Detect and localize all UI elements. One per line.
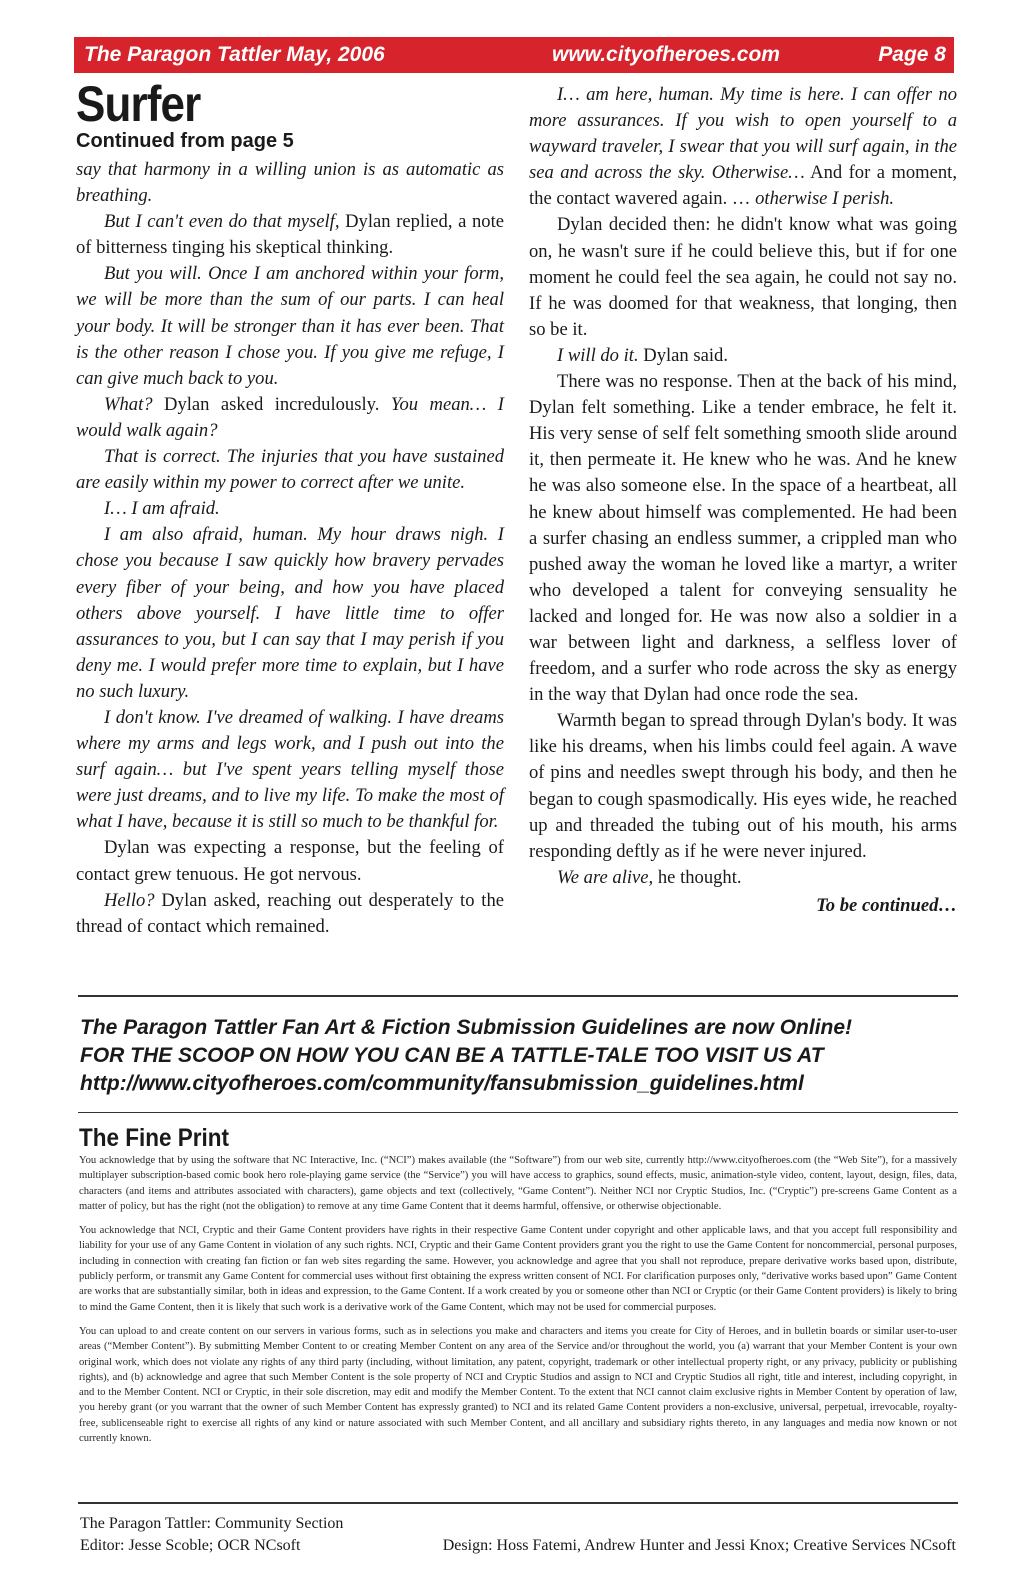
article-left-column	[76, 157, 504, 940]
paragraph: We are alive, he thought.	[557, 866, 742, 888]
divider	[78, 1502, 958, 1504]
paragraph: I… I am afraid.	[104, 498, 220, 520]
article-subtitle: Continued from page 5	[76, 130, 294, 152]
paragraph: Warmth began to spread through Dylan's body. It was like his dreams, when his limbs could feel again. A wave of pins and needles swept through his body, and then he began to cough spasmodically. His eyes wide, he reached up and threaded the tubing out of his mouth, his arms responding deftly as if he were never injured.	[529, 710, 957, 862]
fine-print-paragraph: You acknowledge that NCI, Cryptic and their Game Content providers have rights in their respective Game Content under copyright and other applicable laws, and that you accept full responsibility and liability for your use of any Game Content in violation of any such rights. NCI, Cryptic and their Game Content providers grant you the right to use the Game Content for noncommercial, personal purposes, including in connection with creating fan fiction or fan web sites regarding the same. However, you acknowledge and agree that you shall not reproduce, prepare derivative works based upon, distribute, publicly perform, or transmit any Game Content for commercial uses without first obtaining the express written consent of NCI. For clarification purposes only, “derivative works based upon” Game Content are works that are substantially similar, both in ideas and expression, to the Game Content. If a work created by you or someone other than NCI or Cryptic (or their Game Content providers) is likely to bring to mind the Game Content, then it is likely that such work is a derivative work of the Game Content, which may not be used for commercial purposes.	[79, 1225, 957, 1313]
fine-print-paragraph: You can upload to and create content on our servers in various forms, such as in selections you make and characters and items you create for City of Heroes, and in bulletin boards or similar user-to-user areas (“Member Content”). By submitting Member Content to or creating Member Content on any area of the Service and/or throughout the world, you (a) warrant that your Member Content is your own original work, which does not violate any rights of any third party (including, without limitation, any patent, copyright, trademark or other intellectual property right, or any privacy, publicity or publishing rights), and (b) acknowledge and agree that such Member Content is the sole property of NCI and Cryptic Studios and assign to NCI and Cryptic Studios all right, title and interest, including copyright, in and to the Member Content. NCI or Cryptic, in their sole discretion, may edit and modify the Member Content. To the extent that NCI cannot claim exclusive rights in Member Content by operation of law, you hereby grant (or you warrant that the owner of such Member Content has expressly granted) to NCI and its related Game Content providers a non-exclusive, universal, perpetual, irrevocable, royalty-free, sublicenseable right to exercise all rights of any kind or nature associated with such Member Content, and all ancillary and subsidiary rights thereto, in any languages and media now known or not currently known.	[79, 1325, 957, 1445]
footer-editor: Editor: Jesse Scoble; OCR NCsoft	[80, 1537, 301, 1554]
paragraph: Hello? Dylan asked, reaching out desperately to the thread of contact which remained.	[76, 889, 504, 937]
paragraph: What? Dylan asked incredulously. You mean… I would walk again?	[76, 393, 504, 441]
submission-announcement	[80, 1014, 970, 1098]
paragraph: I don't know. I've dreamed of walking. I have dreams where my arms and legs work, and I push out into the surf again… but I've spent years telling myself those were just dreams, and to live my life. To make the most of what I have, because it is still so much to be thankful for.	[76, 706, 504, 833]
fine-print-paragraph: You acknowledge that by using the software that NC Interactive, Inc. (“NCI”) makes available (the “Software”) from our web site, currently http://www.cityofheroes.com (the “Web Site”), for a massively multiplayer subscription-based comic book hero role-playing game service (the “Service”) you will have access to graphics, sound effects, music, animation-style video, content, layout, design, files, data, characters (and items and attributes associated with characters), game objects and text (collectively, “Game Content”). Neither NCI nor Cryptic Studios, Inc. (“Cryptic”) pre-screens Game Content as a matter of policy, but has the right (not the obligation) to remove at any time Game Content that it deems harmful, offensive, or otherwise objectionable.	[79, 1155, 957, 1212]
paragraph: I am also afraid, human. My hour draws nigh. I chose you because I saw quickly how bravery pervades every fiber of your being, and how you have placed others above yourself. I have little time to offer assurances to you, but I can say that I may perish if you deny me. I would prefer more time to explain, but I have no such luxury.	[76, 524, 504, 702]
paragraph: I will do it. Dylan said.	[557, 344, 728, 366]
header-bar	[74, 37, 954, 73]
paragraph: I… am here, human. My time is here. I can offer no more assurances. If you wish to open yourself to a wayward traveler, I swear that you will surf again, in the sea and across the sky. Otherwise… And for a moment, the contact wavered again. … otherwise I perish.	[529, 84, 957, 210]
fine-print-title: The Fine Print	[79, 1124, 230, 1152]
paragraph: Dylan decided then: he didn't know what was going on, he wasn't sure if he could believe this, but if for one moment he could feel the sea again, he could not say no. If he was doomed for that weakness, that longing, then so be it.	[529, 214, 957, 340]
paragraph: But you will. Once I am anchored within your form, we will be more than the sum of our parts. I can heal your body. It will be stronger than it has ever been. That is the other reason I chose you. If you give me refuge, I can give much back to you.	[76, 263, 504, 389]
page-number: Page 8	[878, 43, 946, 66]
footer-credits	[80, 1513, 343, 1557]
footer-section: The Paragon Tattler: Community Section	[80, 1515, 344, 1532]
paragraph: There was no response. Then at the back of his mind, Dylan felt something. Like a tender embrace, he felt it. His very sense of self felt something smooth slide around it, then permeate it. He knew who he was. And he knew he was also someone else. In the space of a heartbeat, all he knew about himself was complemented. He had been a surfer chasing an endless summer, a crippled man who pushed away the woman he loved like a martyr, a writer who developed a talent for conveying sensuality he lacked and longed for. He was now also a soldier in a war between light and darkness, a selfless lover of freedom, and a surfer who rode across the sky as energy in the way that Dylan had once rode the sea.	[529, 371, 957, 706]
header-website-link[interactable]: www.cityofheroes.com	[552, 43, 780, 66]
footer-design: Design: Hoss Fatemi, Andrew Hunter and Jessi Knox; Creative Services NCsoft	[442, 1537, 956, 1554]
article-right-column	[529, 82, 957, 919]
newsletter-title: The Paragon Tattler May, 2006	[84, 43, 385, 66]
article-title: Surfer	[76, 76, 201, 132]
announcement-line: FOR THE SCOOP ON HOW YOU CAN BE A TATTLE-TALE TOO VISIT US AT	[80, 1044, 824, 1067]
paragraph: Dylan was expecting a response, but the feeling of contact grew tenuous. He got nervous.	[76, 837, 504, 885]
submission-guidelines-link[interactable]: http://www.cityofheroes.com/community/fansubmission_guidelines.html	[80, 1072, 804, 1095]
paragraph: say that harmony in a willing union is as automatic as breathing.	[76, 159, 504, 207]
continued-note: To be continued…	[816, 894, 957, 916]
announcement-line: The Paragon Tattler Fan Art & Fiction Submission Guidelines are now Online!	[80, 1016, 853, 1039]
divider	[78, 1112, 958, 1113]
paragraph: But I can't even do that myself, Dylan replied, a note of bitterness tinging his skeptical thinking.	[76, 211, 504, 259]
paragraph: That is correct. The injuries that you have sustained are easily within my power to correct after we unite.	[76, 446, 504, 494]
divider	[78, 995, 958, 997]
fine-print-body	[79, 1153, 957, 1455]
